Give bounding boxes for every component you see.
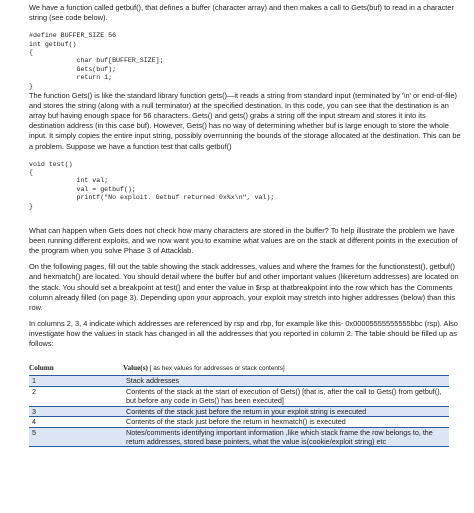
value-header <box>123 363 449 376</box>
table-row <box>29 406 449 416</box>
table-row <box>29 376 449 386</box>
intro-paragraph: We have a function called getbuf(), that defines a buffer (character array) and then makes a call to Gets(buf) to read in a character string (see code below). <box>29 3 454 23</box>
test-code-block: void test() { int val; val = getbuf(); printf("No exploit. Getbuf returned 0x%x\n", val); } <box>29 160 275 210</box>
row-column-number: 5 <box>29 427 123 447</box>
row-column-number: 3 <box>29 406 123 416</box>
row-value-description: Stack addresses <box>123 376 449 386</box>
row-value-description: Notes/comments identifying important information ,like which stack frame the row belongs to, the return addresses, stored base pointers, what the value is(cookie/exploit string) etc <box>123 427 449 447</box>
getbuf-code-block: #define BUFFER_SIZE 56 int getbuf() { char buf[BUFFER_SIZE]; Gets(buf); return 1; } <box>29 32 164 90</box>
row-value-description: Contents of the stack just before the return in hexmatch() is executed <box>123 417 449 427</box>
row-value-description: Contents of the stack at the start of execution of Gets() [that is, after the call to Gets() from getbuf(), but before any code in Gets() has been executed] <box>123 386 449 406</box>
value-header-hint: [ as hex values for addresses or stack contents] <box>149 365 285 373</box>
column-spec-table <box>29 363 449 447</box>
table-row <box>29 386 449 406</box>
gets-explanation-paragraph: The function Gets() is like the standard library function gets()—it reads a string from standard input (terminated by '\n' or end-of-file) and stores the string (along with a null terminator) at the specified destination. In this code, you can see that the destination is an array buf having enough space for 56 characters. Gets() and gets() grabs a string off the input stream and stores it into its destination address (in this case buf). However, Gets() has no way of determining whether buf is large enough to store the whole input. It simply copies the entire input string, possibly overrunning the bounds of the storage allocated at the destination. This can be a problem. Suppose we have a function test that calls getbuf() <box>29 91 461 151</box>
row-column-number: 4 <box>29 417 123 427</box>
row-column-number: 2 <box>29 386 123 406</box>
row-value-description: Contents of the stack just before the return in your exploit string is executed <box>123 406 449 416</box>
value-header-label: Value(s) <box>123 364 148 373</box>
table-header-row <box>29 363 449 376</box>
table-row <box>29 427 449 447</box>
row-column-number: 1 <box>29 376 123 386</box>
column-header: Column <box>29 363 123 376</box>
question-paragraph: What can happen when Gets does not check how many characters are stored in the buffer? To help illustrate the problem we have been running different exploits, and we now want you to examine what values are on the stack at different points in the execution of the program when you solve Phase 3 of Attacklab. <box>29 226 458 256</box>
table-row <box>29 417 449 427</box>
instructions-paragraph: On the following pages, fill out the table showing the stack addresses, values and where the frames for the functionstest(), getbuf() and hexmatch() are located. You should detail where the buffer buf and other important values (likereturn addresses) are located on the stack. You should set a breakpoint at test() and enter the value in $rsp at thatbreakpoint into the row which has the Comments column already filled (on page 3). Depending upon your approach, your exploit may stretch into higher addresses (below) than this row. <box>29 262 459 312</box>
columns-paragraph: In columns 2, 3, 4 indicate which addresses are referenced by rsp and rbp, for example like this- 0x00005555555555bbc (rsp). Also investigate how the values in stack has changed in all the addresses that you reported in column 2. The table should be filled up as follows: <box>29 318 458 348</box>
